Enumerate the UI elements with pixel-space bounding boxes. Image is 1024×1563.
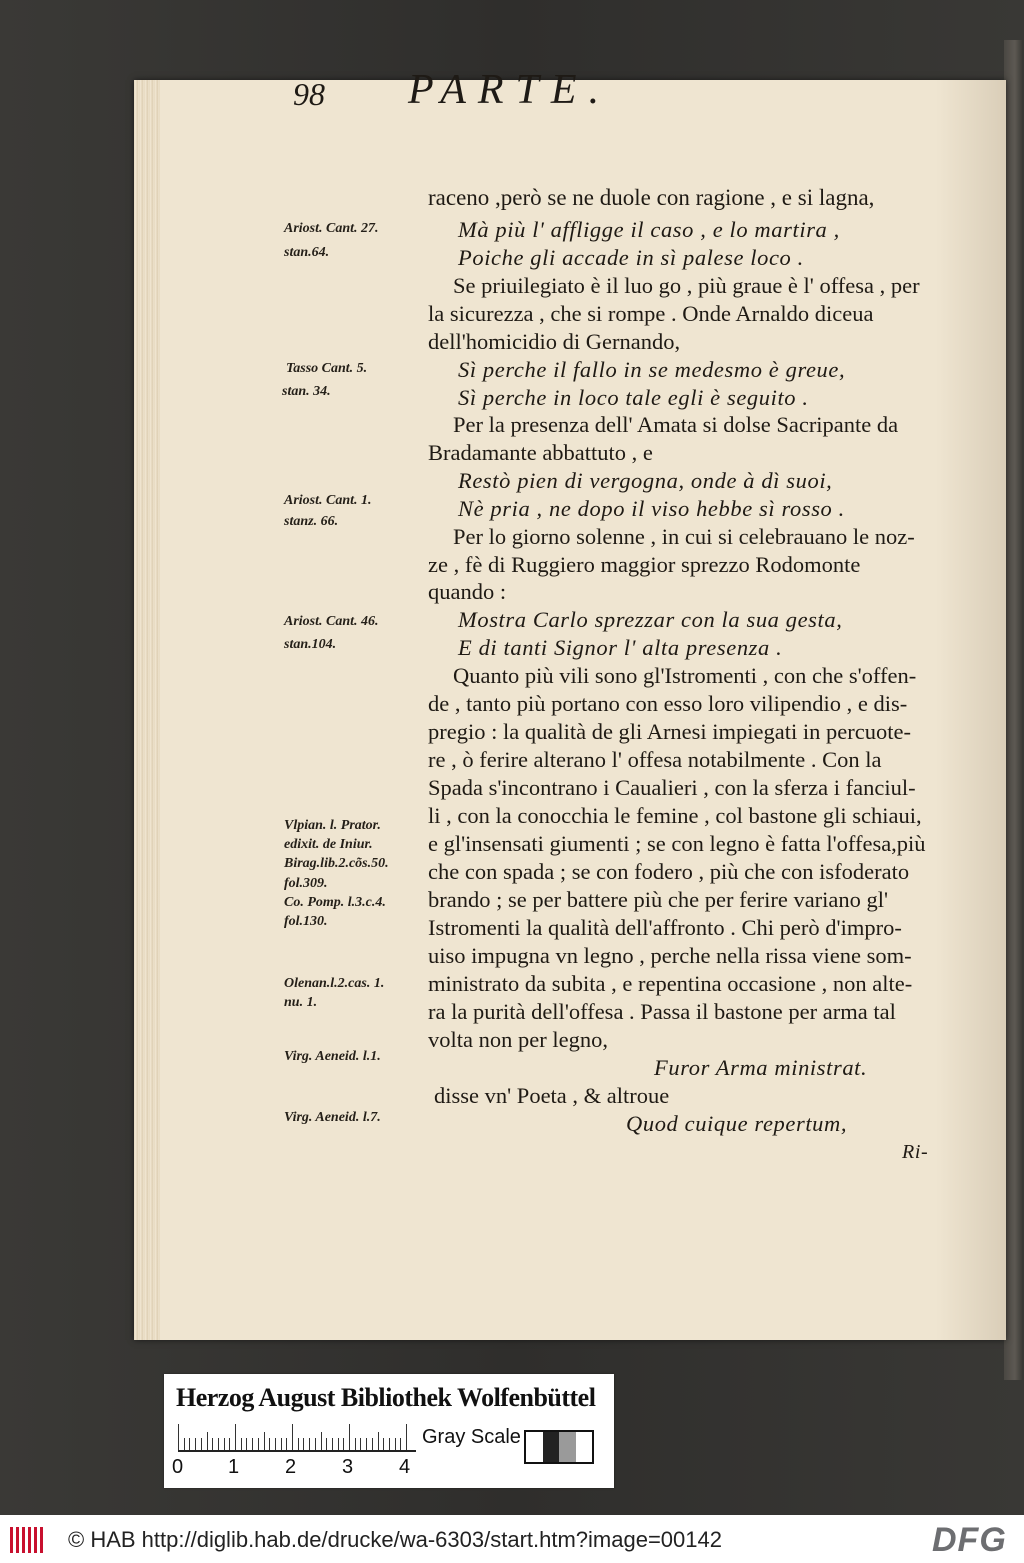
gray-swatch <box>559 1432 576 1462</box>
margin-note: stan. 34. <box>282 384 331 399</box>
text-line: Istromenti la qualità dell'affronto . Chi però d'impro- <box>428 915 902 940</box>
text-line: de , tanto più portano con esso loro vilipendio , e dis- <box>428 691 908 716</box>
text-line: ra la purità dell'offesa . Passa il bastone per arma tal <box>428 999 896 1024</box>
margin-note: edixit. de Iniur. <box>284 837 373 852</box>
text-line: Per lo giorno solenne , in cui si celebrauano le noz- <box>453 524 915 549</box>
text-line: Sì perche il fallo in se medesmo è greue, <box>458 357 846 382</box>
text-line: Mostra Carlo sprezzar con la sua gesta, <box>458 607 843 632</box>
margin-note: Virg. Aeneid. l.7. <box>284 1110 381 1125</box>
margin-note: Virg. Aeneid. l.1. <box>284 1049 381 1064</box>
gray-swatch <box>526 1432 543 1462</box>
ruler-tick <box>303 1438 304 1450</box>
ruler-tick <box>246 1438 247 1450</box>
ruler-tick <box>184 1438 185 1450</box>
text-line: quando : <box>428 579 507 604</box>
ruler-tick <box>275 1438 276 1450</box>
gray-scale-label: Gray Scale <box>422 1426 521 1448</box>
text-line: Restò pien di vergogna, onde à dì suoi, <box>458 468 833 493</box>
margin-note: nu. 1. <box>284 995 318 1010</box>
catchword: Ri- <box>902 1141 929 1163</box>
ruler-tick <box>264 1432 265 1450</box>
ruler-tick <box>195 1438 196 1450</box>
page-edge-stack <box>134 80 160 1340</box>
ruler-number: 3 <box>342 1456 354 1478</box>
text-line: Quod cuique repertum, <box>626 1111 848 1136</box>
scale-ruler <box>178 1420 416 1452</box>
gray-swatch <box>576 1432 593 1462</box>
ruler-tick <box>366 1438 367 1450</box>
ruler-tick <box>286 1438 287 1450</box>
margin-note: Ariost. Cant. 46. <box>284 614 379 629</box>
text-line: Mà più l' affligge il caso , e lo martira , <box>458 217 840 242</box>
ruler-number: 2 <box>285 1456 297 1478</box>
text-line: ze , fè di Ruggiero maggior sprezzo Rodomonte <box>428 552 861 577</box>
ruler-tick <box>309 1438 310 1450</box>
text-line: Poiche gli accade in sì palese loco . <box>458 245 804 270</box>
ruler-number: 0 <box>172 1456 184 1478</box>
dfg-logo: DFG <box>932 1521 1007 1559</box>
ruler-tick <box>400 1438 401 1450</box>
adjacent-page-edge <box>1004 40 1022 1380</box>
margin-note: Olenan.l.2.cas. 1. <box>284 976 385 991</box>
ruler-tick <box>355 1438 356 1450</box>
text-line: la sicurezza , che si rompe . Onde Arnaldo diceua <box>428 301 874 326</box>
ruler-tick <box>332 1438 333 1450</box>
library-color-target <box>164 1374 614 1488</box>
margin-note: Birag.lib.2.cõs.50. <box>284 856 389 871</box>
ruler-tick <box>360 1438 361 1450</box>
library-name: Herzog August Bibliothek Wolfenbüttel <box>176 1383 596 1412</box>
ruler-tick <box>258 1438 259 1450</box>
viewer-footer <box>0 1515 1024 1563</box>
margin-note: stan.104. <box>284 637 337 652</box>
ruler-baseline <box>178 1450 416 1452</box>
text-line: E di tanti Signor l' alta presenza . <box>458 635 783 660</box>
hab-logo-icon <box>10 1527 46 1553</box>
text-line: ministrato da subita , e repentina occasione , non alte- <box>428 971 913 996</box>
ruler-tick <box>326 1438 327 1450</box>
ruler-tick <box>252 1438 253 1450</box>
ruler-tick <box>189 1438 190 1450</box>
ruler-tick <box>229 1438 230 1450</box>
text-line: brando ; se per battere più che per ferire variano gl' <box>428 887 889 912</box>
ruler-tick <box>224 1438 225 1450</box>
ruler-tick <box>343 1438 344 1450</box>
ruler-tick <box>372 1438 373 1450</box>
ruler-tick <box>298 1438 299 1450</box>
ruler-tick <box>378 1432 379 1450</box>
text-line: Bradamante abbattuto , e <box>428 440 653 465</box>
text-line: li , con la conocchia le femine , col bastone gli schiaui, <box>428 803 922 828</box>
text-line: che con spada ; se con fodero , più che con isfoderato <box>428 859 910 884</box>
ruler-tick <box>235 1424 236 1450</box>
text-line: e gl'insensati giumenti ; se con legno è fatta l'offesa,più <box>428 831 926 856</box>
margin-note: Tasso Cant. 5. <box>286 361 368 376</box>
gray-scale-bar <box>524 1430 594 1464</box>
page-number: 98 <box>293 76 325 112</box>
ruler-tick <box>406 1424 407 1450</box>
text-line: Spada s'incontrano i Caualieri , con la sferza i fanciul- <box>428 775 916 800</box>
text-line: dell'homicidio di Gernando, <box>428 329 681 354</box>
margin-note: stanz. 66. <box>284 514 339 529</box>
text-line: Nè pria , ne dopo il viso hebbe sì rosso . <box>458 496 845 521</box>
ruler-tick <box>315 1438 316 1450</box>
page-header <box>293 66 853 116</box>
text-line: Sì perche in loco tale egli è seguito . <box>458 385 809 410</box>
margin-note: fol.309. <box>284 876 328 891</box>
text-line: volta non per legno, <box>428 1027 608 1052</box>
text-line: Per la presenza dell' Amata si dolse Sacripante da <box>453 412 899 437</box>
ruler-tick <box>281 1438 282 1450</box>
text-line: Quanto più vili sono gl'Istromenti , con che s'offen- <box>453 663 917 688</box>
running-head: PARTE. <box>408 67 612 113</box>
ruler-number: 4 <box>399 1456 411 1478</box>
ruler-tick <box>338 1438 339 1450</box>
margin-note: Co. Pomp. l.3.c.4. <box>284 895 386 910</box>
ruler-tick <box>201 1438 202 1450</box>
margin-note: Vlpian. l. Prator. <box>284 818 381 833</box>
page-gutter-shadow <box>936 80 1006 1340</box>
ruler-tick <box>178 1424 179 1450</box>
margin-note: stan.64. <box>284 245 330 260</box>
margin-note: Ariost. Cant. 27. <box>284 221 379 236</box>
margin-note: fol.130. <box>284 914 328 929</box>
text-line: uiso impugna vn legno , perche nella rissa viene som- <box>428 943 912 968</box>
text-line: raceno ,però se ne duole con ragione , e si lagna, <box>428 185 875 210</box>
gray-swatch <box>543 1432 560 1462</box>
source-credit-link[interactable]: © HAB http://diglib.hab.de/drucke/wa-6303/start.htm?image=00142 <box>68 1527 722 1552</box>
text-line: pregio : la qualità de gli Arnesi impiegati in percuote- <box>428 719 911 744</box>
ruler-tick <box>207 1432 208 1450</box>
ruler-tick <box>218 1438 219 1450</box>
text-line: Se priuilegiato è il luo go , più graue è l' offesa , per <box>453 273 920 298</box>
ruler-tick <box>389 1438 390 1450</box>
ruler-tick <box>269 1438 270 1450</box>
ruler-tick <box>321 1432 322 1450</box>
margin-note: Ariost. Cant. 1. <box>284 493 372 508</box>
ruler-tick <box>395 1438 396 1450</box>
text-line: Furor Arma ministrat. <box>654 1055 868 1080</box>
ruler-tick <box>349 1424 350 1450</box>
ruler-number: 1 <box>228 1456 240 1478</box>
text-line: re , ò ferire alterano l' offesa notabilmente . Con la <box>428 747 882 772</box>
ruler-tick <box>383 1438 384 1450</box>
ruler-tick <box>212 1438 213 1450</box>
ruler-tick <box>292 1424 293 1450</box>
text-line: disse vn' Poeta , & altroue <box>434 1083 670 1108</box>
ruler-tick <box>241 1438 242 1450</box>
